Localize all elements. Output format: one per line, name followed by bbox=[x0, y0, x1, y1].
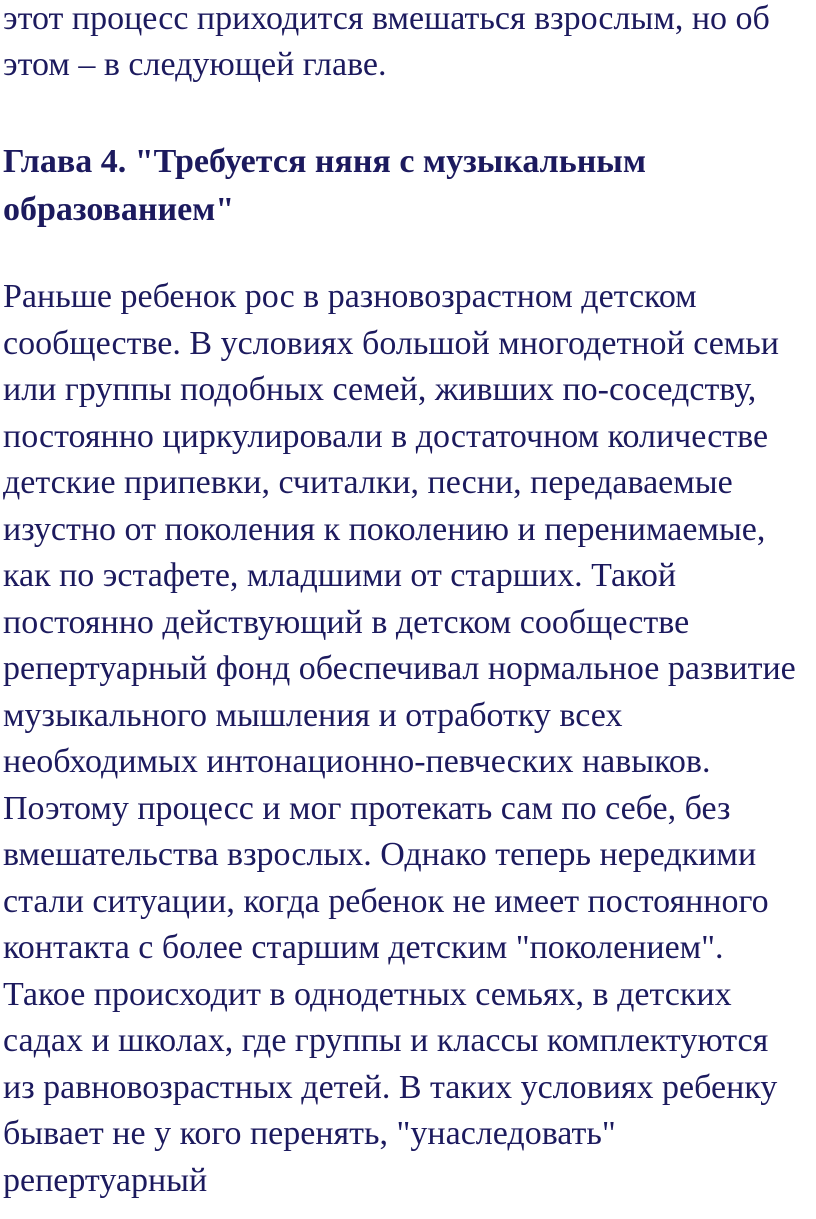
text-line: Поэтому процесс и мог протекать сам по себе, без bbox=[3, 789, 731, 827]
text-line: или группы подобных семей, живших по-соседству, bbox=[3, 371, 757, 408]
heading-line: Глава 4. "Требуется няня с музыкальным bbox=[3, 143, 646, 180]
text-line: Такое происходит в однодетных семьях, в детских bbox=[3, 975, 732, 1013]
intro-paragraph bbox=[3, 0, 770, 88]
text-line: Раньше ребенок рос в разновозрастном детском bbox=[3, 278, 697, 315]
text-line: необходимых интонационно-певческих навыков. bbox=[3, 743, 711, 780]
text-line: изустно от поколения к поколению и перенимаемые, bbox=[3, 510, 766, 548]
text-line: репертуарный bbox=[3, 1161, 208, 1199]
text-line: стали ситуации, когда ребенок не имеет постоянного bbox=[3, 882, 769, 920]
text-line: как по эстафете, младшими от старших. Такой bbox=[3, 557, 677, 594]
text-line: репертуарный фонд обеспечивал нормальное развитие bbox=[3, 650, 796, 687]
chapter-heading bbox=[3, 138, 646, 234]
text-line: музыкального мышления и отработку всех bbox=[3, 696, 623, 734]
text-line: контакта с более старшим детским "поколением". bbox=[3, 929, 724, 966]
heading-line: образованием" bbox=[3, 191, 235, 228]
text-line: садах и школах, где группы и классы комплектуются bbox=[3, 1022, 769, 1059]
body-paragraph bbox=[3, 274, 796, 1204]
text-line: постоянно циркулировали в достаточном количестве bbox=[3, 417, 769, 455]
text-line: сообществе. В условиях большой многодетной семьи bbox=[3, 324, 780, 362]
text-line: этот процесс приходится вмешаться взрослым, но об bbox=[3, 0, 770, 37]
text-line: из равновозрастных детей. В таких условиях ребенку bbox=[3, 1068, 778, 1106]
text-line: детские припевки, считалки, песни, передаваемые bbox=[3, 464, 733, 501]
text-line: этом – в следующей главе. bbox=[3, 46, 387, 83]
text-line: постоянно действующий в детском сообществе bbox=[3, 603, 690, 641]
text-line: бывает не у кого перенять, "унаследовать" bbox=[3, 1115, 616, 1152]
text-line: вмешательства взрослых. Однако теперь нередкими bbox=[3, 836, 757, 873]
